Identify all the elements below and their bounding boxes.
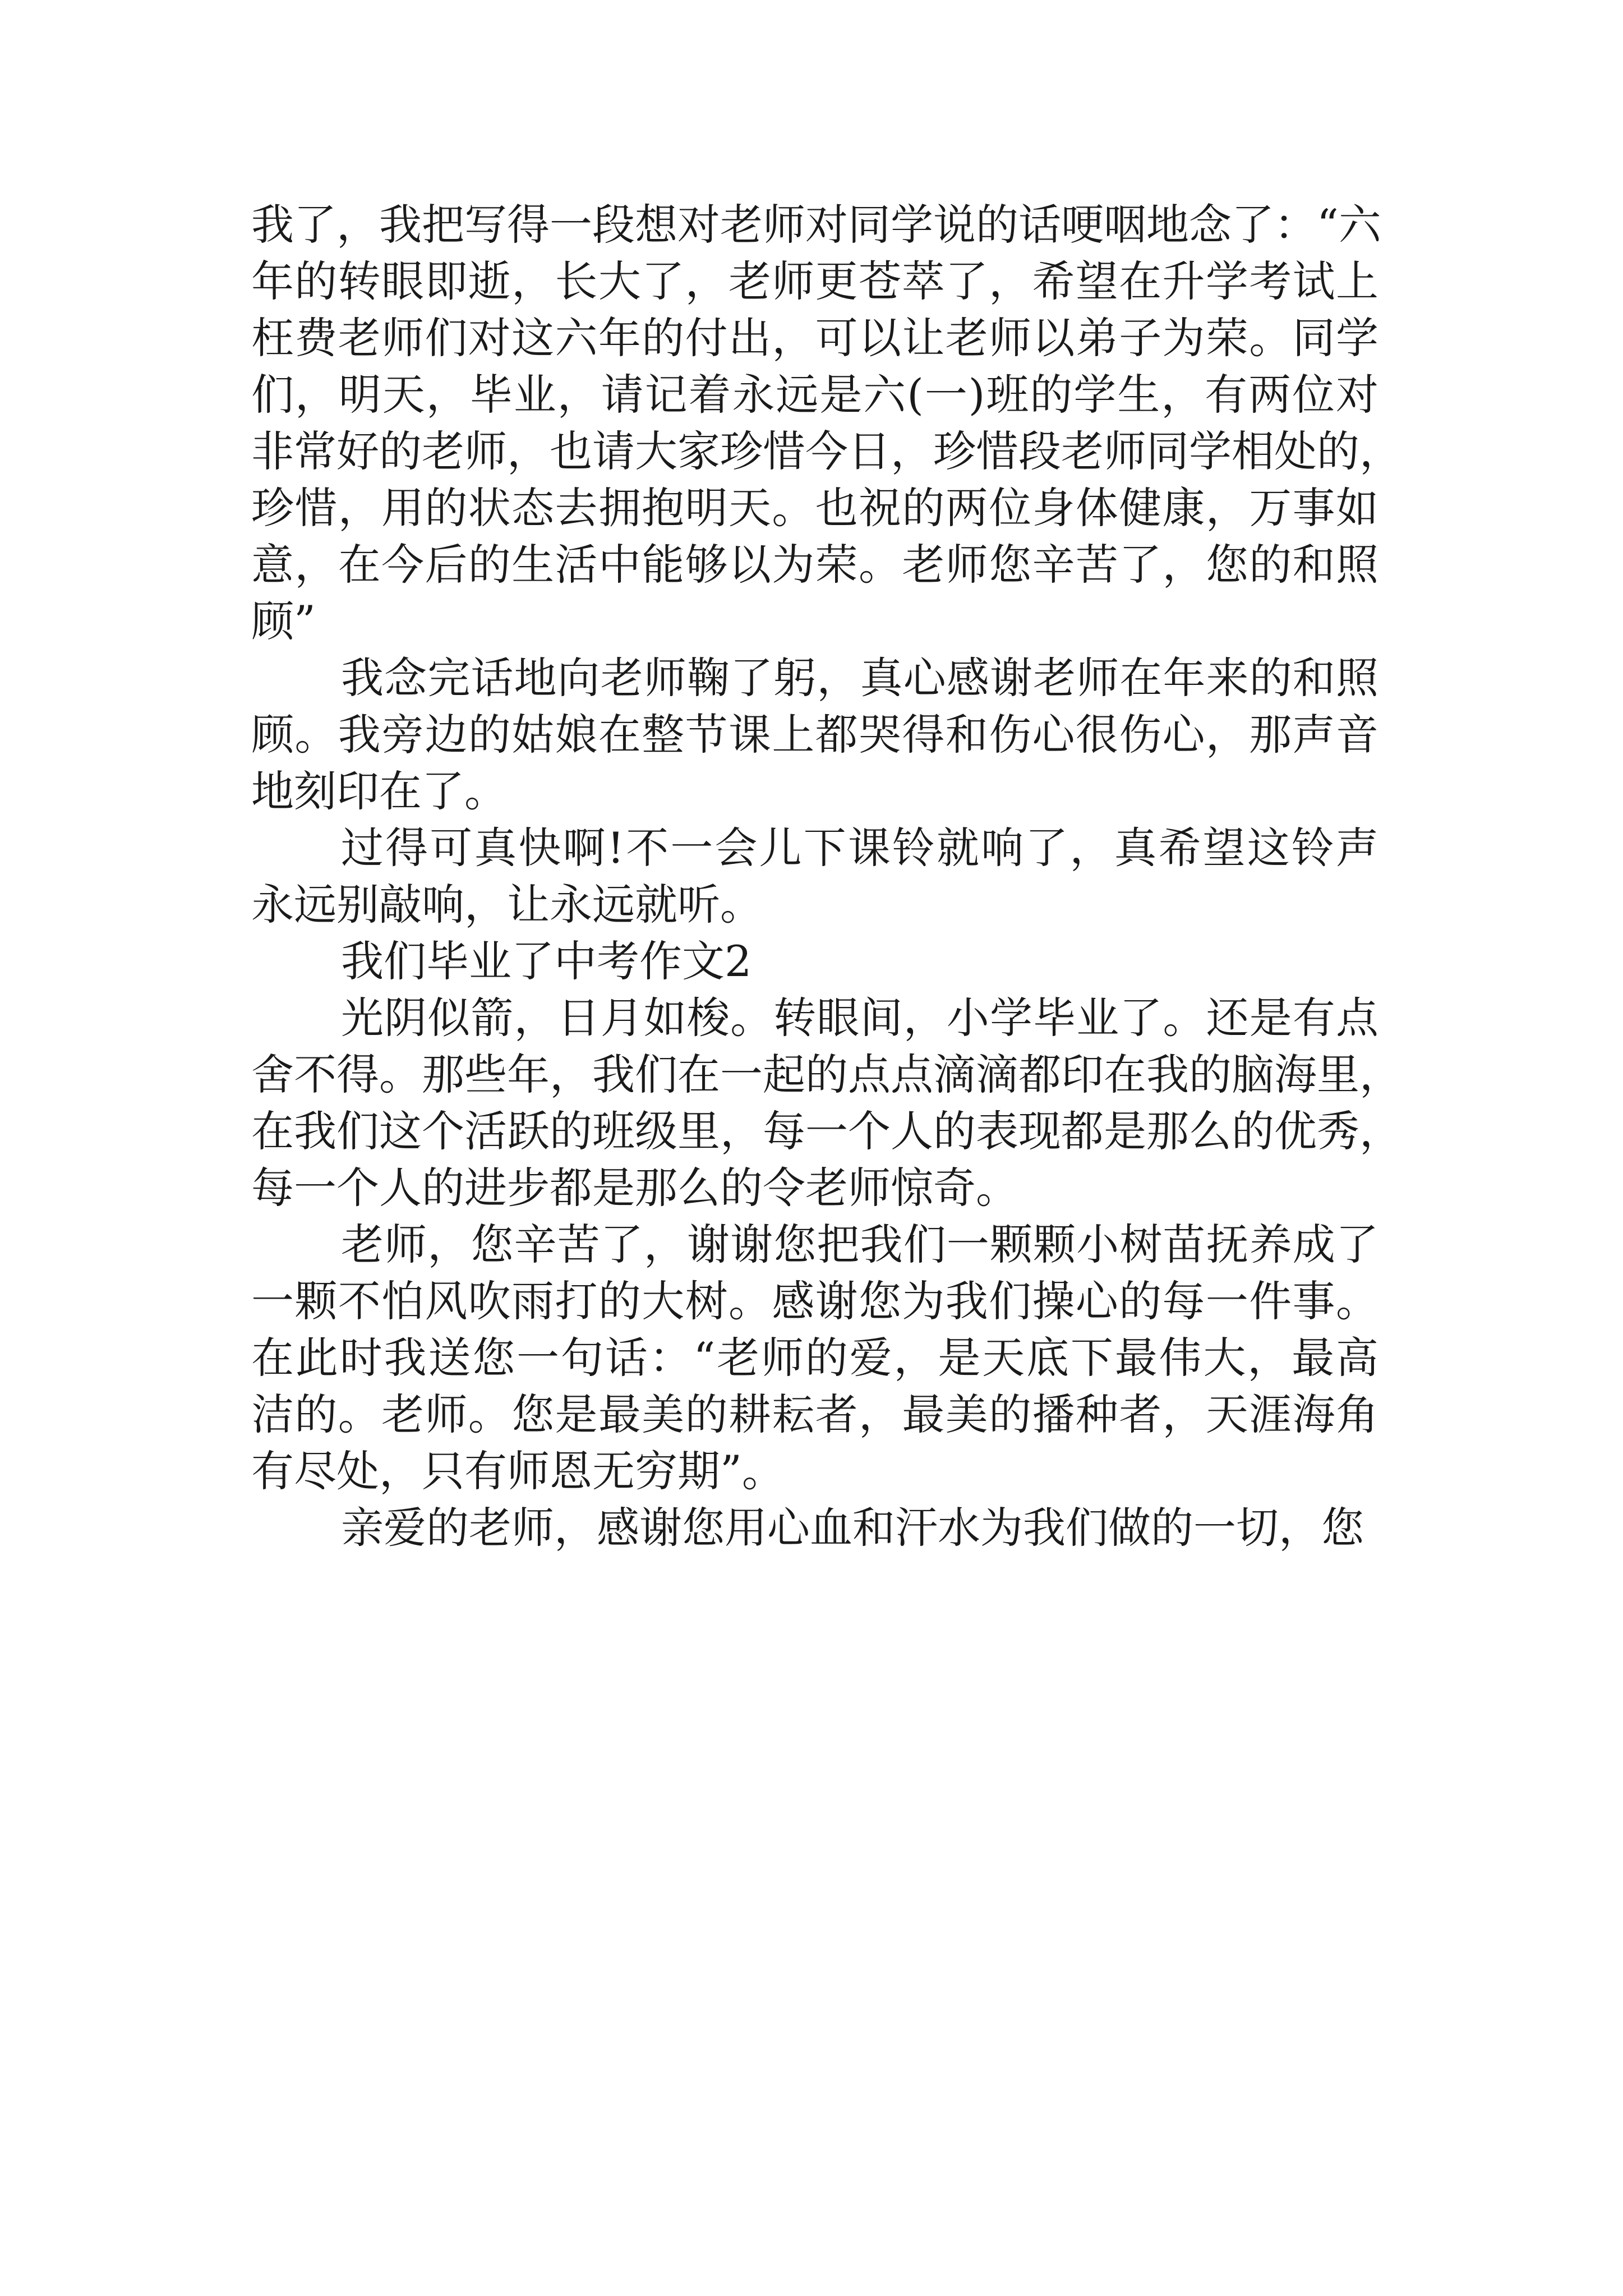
text-line: 在我们这个活跃的班级里，每一个人的表现都是那么的优秀， bbox=[251, 1106, 1402, 1156]
paragraph-p7 bbox=[251, 1499, 1378, 1556]
text-line: 老师，您辛苦了，谢谢您把我们一颗颗小树苗抚养成了 bbox=[341, 1220, 1378, 1269]
text-line: 亲爱的老师，感谢您用心血和汗水为我们做的一切，您 bbox=[341, 1503, 1364, 1553]
text-line: 一颗不怕风吹雨打的大树。感谢您为我们操心的每一件事。 bbox=[251, 1276, 1378, 1326]
text-line: 我们毕业了中考作文2 bbox=[341, 936, 752, 986]
paragraph-p4 bbox=[251, 933, 1378, 990]
text-line: 永远别敲响，让永远就听。 bbox=[251, 880, 763, 930]
text-line: 我了，我把写得一段想对老师对同学说的话哽咽地念了：“六 bbox=[251, 200, 1381, 250]
paragraph-p6 bbox=[251, 1216, 1378, 1499]
text-line: 非常好的老师，也请大家珍惜今日，珍惜段老师同学相处的， bbox=[251, 426, 1402, 476]
text-line: 们，明天，毕业，请记着永远是六(一)班的学生，有两位对 bbox=[251, 370, 1378, 420]
text-line: 舍不得。那些年，我们在一起的点点滴滴都印在我的脑海里， bbox=[251, 1050, 1402, 1099]
text-line: 过得可真快啊!不一会儿下课铃就响了，真希望这铃声 bbox=[341, 823, 1378, 873]
text-line: 顾” bbox=[251, 596, 316, 646]
text-line: 顾。我旁边的姑娘在整节课上都哭得和伤心很伤心，那声音 bbox=[251, 710, 1378, 760]
paragraph-p2 bbox=[251, 650, 1378, 820]
paragraph-p3 bbox=[251, 820, 1378, 933]
paragraph-p5 bbox=[251, 990, 1402, 1216]
text-line: 每一个人的进步都是那么的令老师惊奇。 bbox=[251, 1163, 1018, 1213]
text-line: 意，在今后的生活中能够以为荣。老师您辛苦了，您的和照 bbox=[251, 540, 1378, 590]
text-line: 洁的。老师。您是最美的耕耘者，最美的播种者，天涯海角 bbox=[251, 1389, 1378, 1439]
text-line: 枉费老师们对这六年的付出，可以让老师以弟子为荣。同学 bbox=[251, 313, 1378, 363]
paragraph-p1 bbox=[251, 196, 1402, 650]
text-line: 光阴似箭，日月如梭。转眼间，小学毕业了。还是有点 bbox=[341, 993, 1378, 1043]
text-line: 有尽处，只有师恩无穷期”。 bbox=[251, 1446, 785, 1496]
text-line: 在此时我送您一句话：“老师的爱，是天底下最伟大，最高 bbox=[251, 1333, 1378, 1383]
text-line: 年的转眼即逝，长大了，老师更苍萃了，希望在升学考试上 bbox=[251, 256, 1378, 306]
text-line: 珍惜，用的状态去拥抱明天。也祝的两位身体健康，万事如 bbox=[251, 483, 1378, 533]
text-line: 我念完话地向老师鞠了躬，真心感谢老师在年来的和照 bbox=[341, 653, 1378, 703]
text-line: 地刻印在了。 bbox=[251, 766, 507, 816]
document-body bbox=[251, 196, 1402, 1556]
